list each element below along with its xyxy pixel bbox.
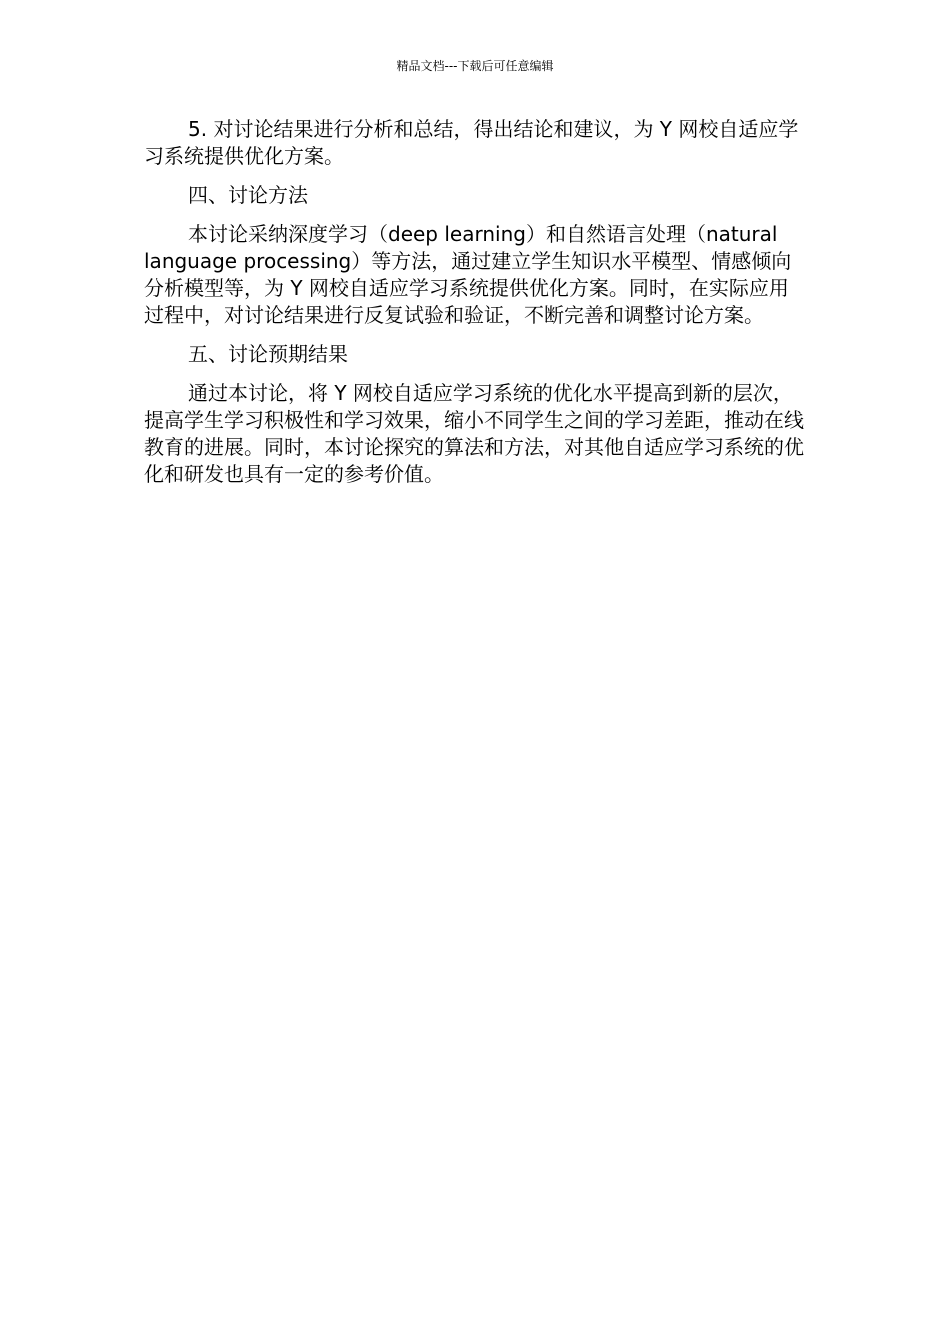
list-item-5: 5. 对讨论结果进行分析和总结，得出结论和建议，为 Y 网校自适应学习系统提供优化方案。 — [144, 117, 799, 168]
page-header: 精品文档---下载后可任意编辑 — [396, 59, 554, 73]
section-heading-methods: 四、讨论方法 — [188, 183, 308, 207]
section-body-methods: 本讨论采纳深度学习（deep learning）和自然语言处理（natural language processing）等方法，通过建立学生知识水平模型、情感倾向分析模型等，为 Y 网校自适应学习系统提供优化方案。同时，在实际应用过程中，对讨论结果进行反复试验和验证，不断完善和调整讨论方案。 — [144, 222, 792, 327]
section-heading-expected-results: 五、讨论预期结果 — [188, 342, 348, 366]
section-body-expected-results: 通过本讨论，将 Y 网校自适应学习系统的优化水平提高到新的层次，提高学生学习积极性和学习效果，缩小不同学生之间的学习差距，推动在线教育的进展。同时，本讨论探究的算法和方法，对其他自适应学习系统的优化和研发也具有一定的参考价值。 — [144, 381, 804, 486]
document-body — [144, 116, 808, 500]
